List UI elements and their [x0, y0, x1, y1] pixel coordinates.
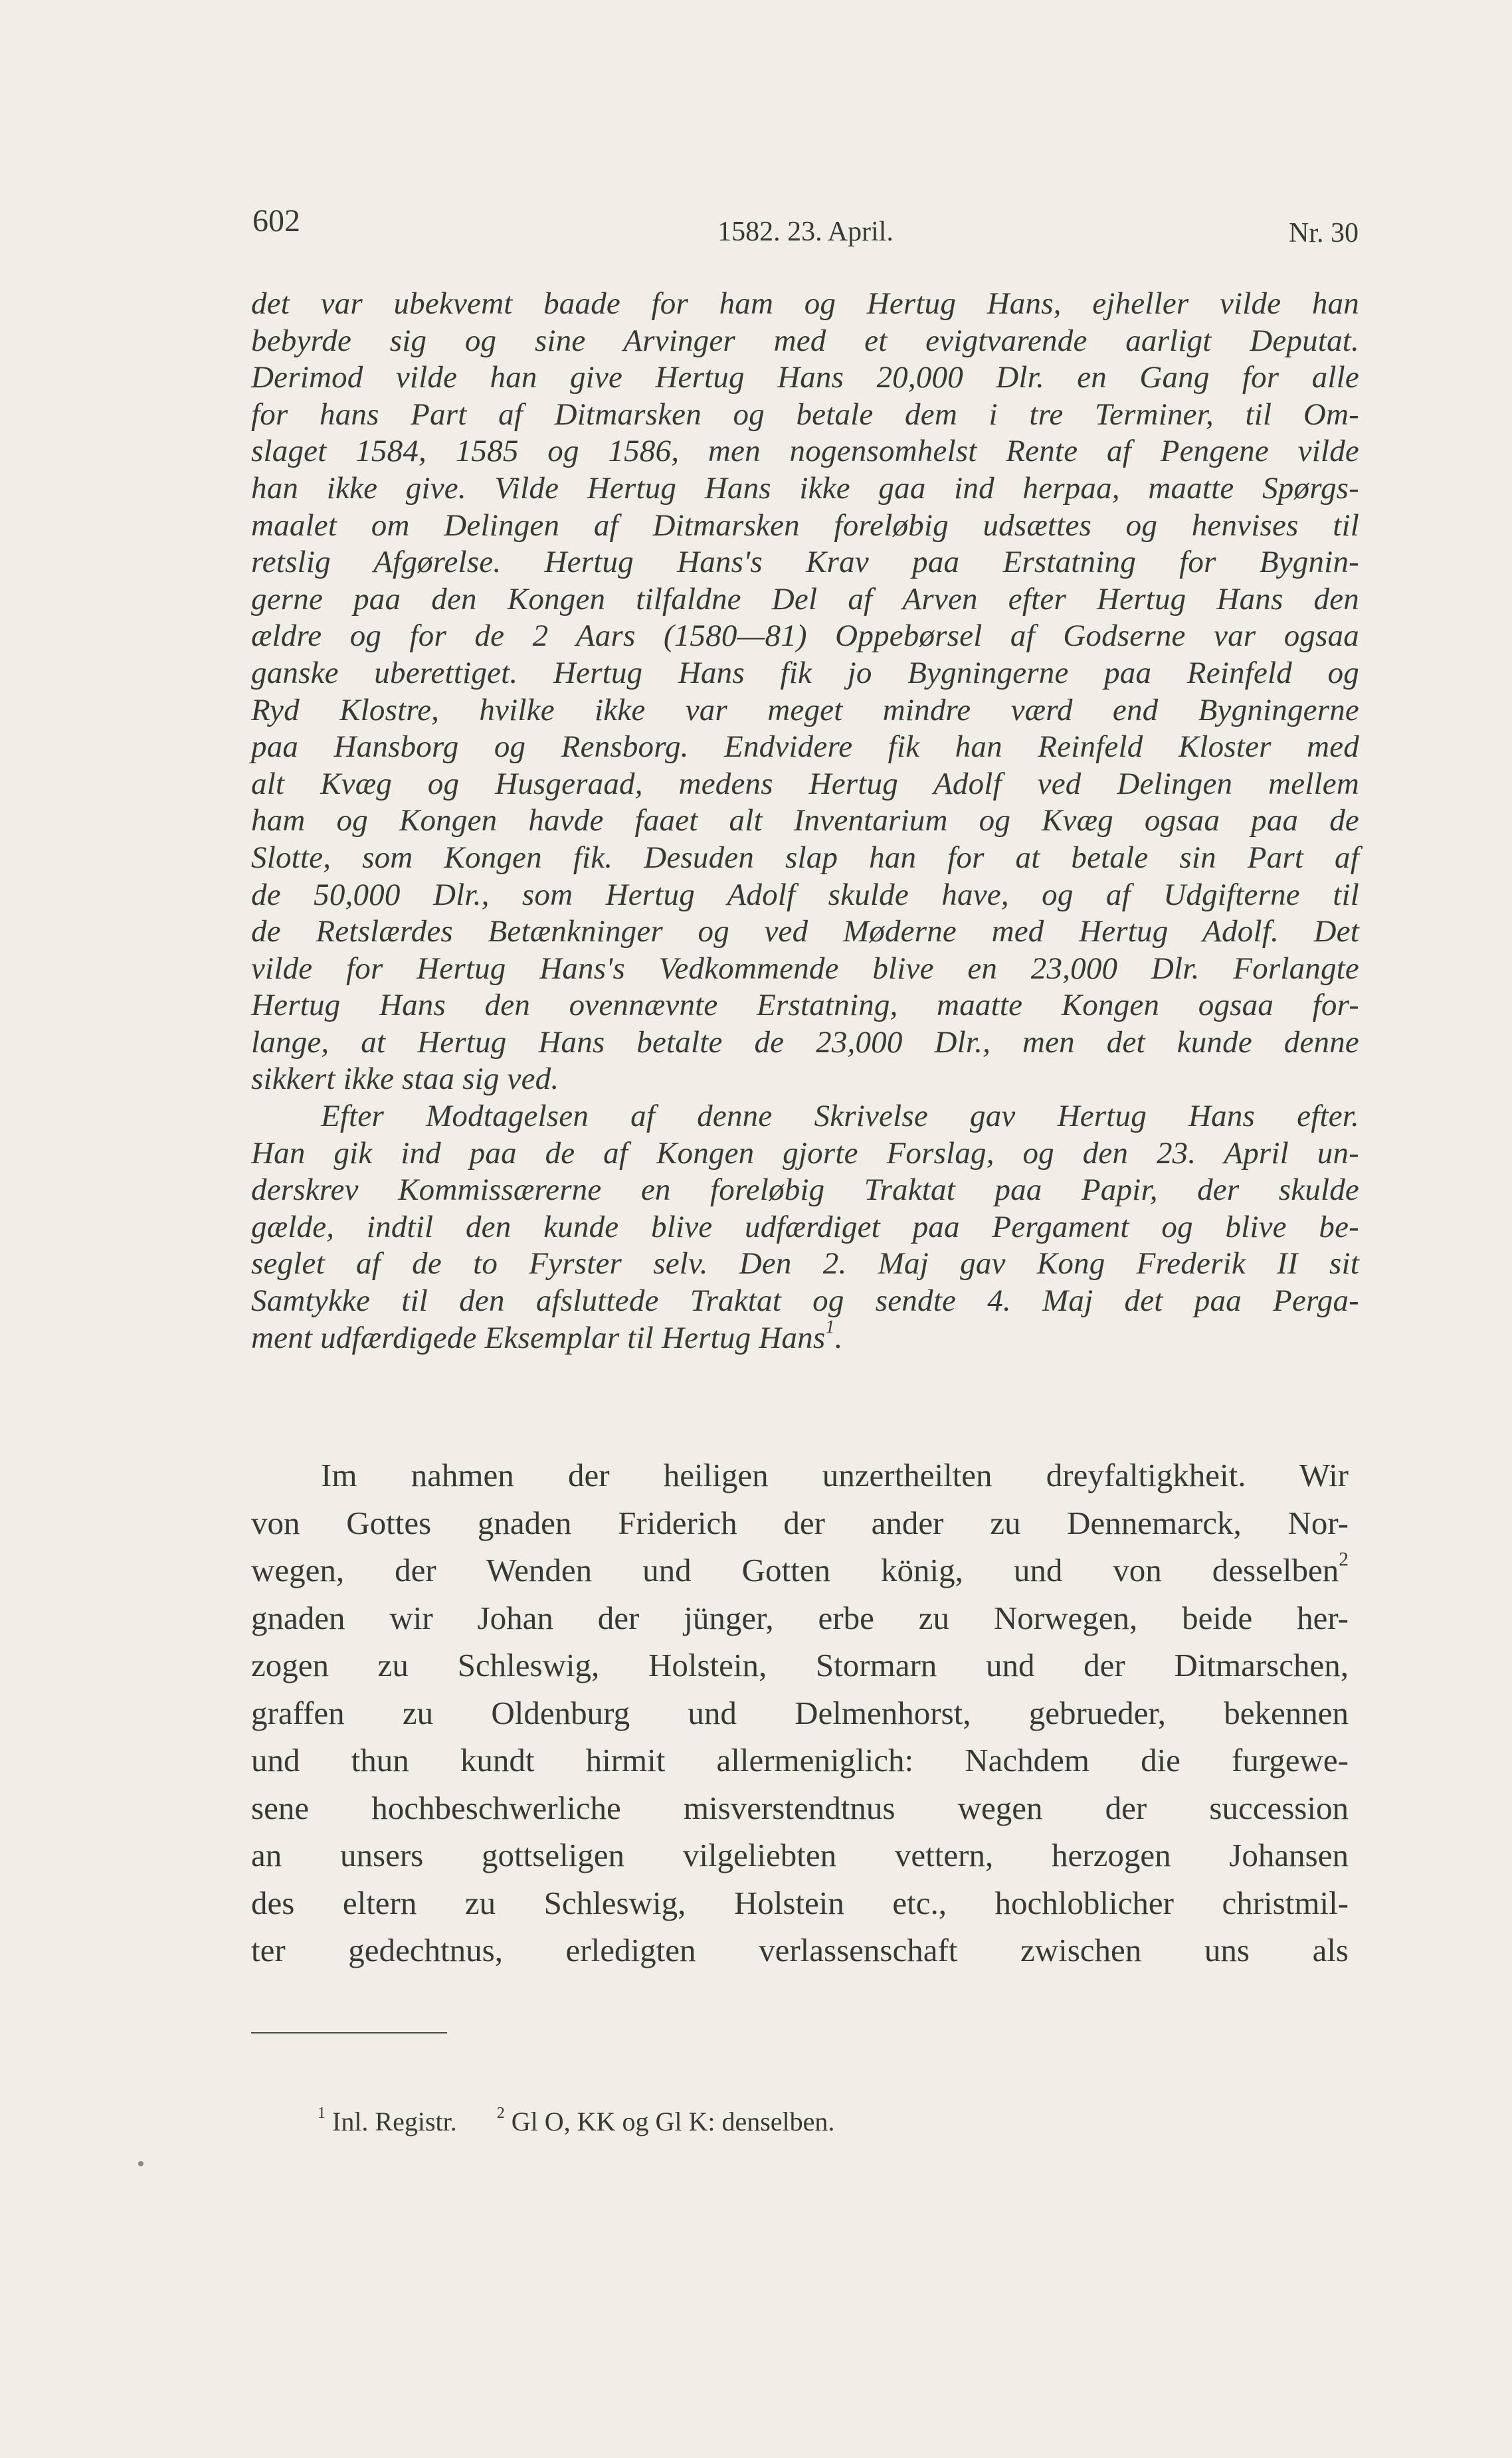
text-line-content: ment udfærdigede Eksemplar til Hertug Hans — [251, 1320, 826, 1355]
text-line: Slotte, som Kongen fik. Desuden slap han for at betale sin Part af — [251, 840, 1359, 875]
text-line: lange, at Hertug Hans betalte de 23,000 Dlr., men det kunde denne — [251, 1024, 1359, 1060]
paper-speck — [138, 2161, 143, 2166]
text-line: alt Kvæg og Husgeraad, medens Hertug Adolf ved Delingen mellem — [251, 766, 1359, 801]
text-line: slaget 1584, 1585 og 1586, men nogensomhelst Rente af Pengene vilde — [251, 434, 1359, 469]
text-line: Samtykke til den afsluttede Traktat og sendte 4. Maj det paa Perga- — [251, 1283, 1359, 1319]
text-line: maalet om Delingen af Ditmarsken foreløbig udsættes og henvises til — [251, 508, 1359, 543]
text-line: ganske uberettiget. Hertug Hans fik jo Bygningerne paa Reinfeld og — [251, 655, 1359, 690]
text-line-with-ref — [251, 1547, 1349, 1594]
text-line-content: wegen, der Wenden und Gotten könig, und von desselben — [251, 1552, 1339, 1588]
text-line: ter gedechtnus, erledigten verlassenschaft zwischen uns als — [251, 1932, 1349, 1968]
page-number: 602 — [252, 203, 300, 238]
text-line: von Gottes gnaden Friderich der ander zu Dennemarck, Nor- — [251, 1504, 1349, 1541]
treaty-text — [251, 1452, 1349, 1974]
running-date: 1582. 23. April. — [717, 217, 894, 247]
text-line: und thun kundt hirmit allermeniglich: Nachdem die furgewe- — [251, 1742, 1349, 1778]
text-line: ældre og for de 2 Aars (1580—81) Oppebørsel af Godserne var ogsaa — [251, 618, 1359, 654]
text-line: for hans Part af Ditmarsken og betale dem i tre Terminer, til Om- — [251, 397, 1359, 432]
text-line: det var ubekvemt baade for ham og Hertug Hans, ejheller vilde han — [251, 286, 1359, 321]
text-line: Im nahmen der heiligen unzertheilten dreyfaltigkheit. Wir — [321, 1457, 1349, 1493]
footnote-divider — [251, 2032, 447, 2033]
text-line: graffen zu Oldenburg und Delmenhorst, gebrueder, bekennen — [251, 1694, 1349, 1731]
text-line: de Retslærdes Betænkninger og ved Møderne med Hertug Adolf. Det — [251, 914, 1359, 949]
text-line: an unsers gottseligen vilgeliebten vettern, herzogen Johansen — [251, 1837, 1349, 1873]
text-line: gerne paa den Kongen tilfaldne Del af Arven efter Hertug Hans den — [251, 581, 1359, 616]
text-line: gnaden wir Johan der jünger, erbe zu Norwegen, beide her- — [251, 1599, 1349, 1636]
text-line: bebyrde sig og sine Arvinger med et evigtvarende aarligt Deputat. — [251, 323, 1359, 358]
text-line: sikkert ikke staa sig ved. — [251, 1062, 559, 1097]
text-line: Han gik ind paa de af Kongen gjorte Forslag, og den 23. April un- — [251, 1135, 1359, 1171]
text-line: des eltern zu Schleswig, Holstein etc., hochloblicher christmil- — [251, 1884, 1349, 1921]
text-line: Hertug Hans den ovennævnte Erstatning, maatte Kongen ogsaa for- — [251, 988, 1359, 1023]
text-line: derskrev Kommissærerne en foreløbig Traktat paa Papir, der skulde — [251, 1173, 1359, 1208]
footnote-2 — [496, 2104, 835, 2136]
footnote-text: Gl O, KK og Gl K: denselben. — [511, 2107, 835, 2136]
page-header — [252, 203, 1359, 249]
footnote-ref-1: 1 — [825, 1317, 835, 1338]
text-line: zogen zu Schleswig, Holstein, Stormarn und der Ditmarschen, — [251, 1647, 1349, 1683]
footnotes — [318, 2106, 834, 2137]
text-line: seglet af de to Fyrster selv. Den 2. Maj gav Kong Frederik II sit — [251, 1246, 1359, 1281]
text-line: sene hochbeschwerliche misverstendtnus wegen der succession — [251, 1789, 1349, 1826]
footnote-1 — [318, 2104, 457, 2136]
text-line: gælde, indtil den kunde blive udfærdiget paa Pergament og blive be- — [251, 1209, 1359, 1244]
footnote-mark: 2 — [496, 2104, 505, 2122]
text-line: de 50,000 Dlr., som Hertug Adolf skulde have, og af Udgifterne til — [251, 877, 1359, 912]
footnote-ref-2: 2 — [1339, 1549, 1349, 1570]
footnote-text: Inl. Registr. — [332, 2107, 457, 2136]
danish-summary-text — [251, 286, 1359, 1357]
text-line: vilde for Hertug Hans's Vedkommende blive en 23,000 Dlr. Forlangte — [251, 951, 1359, 986]
footnote-mark: 1 — [318, 2104, 326, 2122]
document-number: Nr. 30 — [1289, 218, 1359, 248]
text-line: Ryd Klostre, hvilke ikke var meget mindre værd end Bygningerne — [251, 692, 1359, 727]
text-line: paa Hansborg og Rensborg. Endvidere fik han Reinfeld Kloster med — [251, 729, 1359, 765]
text-line: han ikke give. Vilde Hertug Hans ikke gaa ind herpaa, maatte Spørgs- — [251, 470, 1359, 506]
text-line: Efter Modtagelsen af denne Skrivelse gav Hertug Hans efter. — [321, 1099, 1359, 1134]
text-line: retslig Afgørelse. Hertug Hans's Krav paa Erstatning for Bygnin- — [251, 545, 1359, 580]
sentence-end: . — [834, 1320, 843, 1355]
text-line: Derimod vilde han give Hertug Hans 20,000 Dlr. en Gang for alle — [251, 360, 1359, 395]
text-line: ham og Kongen havde faaet alt Inventarium og Kvæg ogsaa paa de — [251, 803, 1359, 838]
text-line-final — [251, 1317, 1359, 1357]
